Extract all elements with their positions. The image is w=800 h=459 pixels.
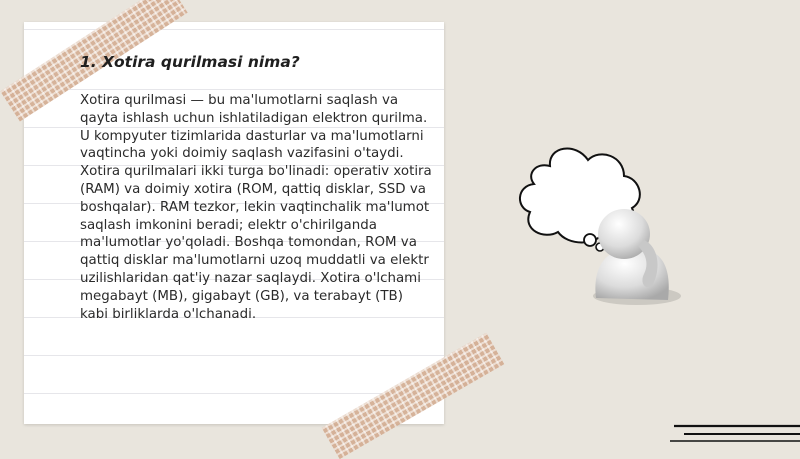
- slide-body-text: Xotira qurilmasi — bu ma'lumotlarni saqlash va qayta ishlash uchun ishlatiladigan elektron qurilma. U kompyuter tizimlarida dasturlar va ma'lumotlarni vaqtincha yoki doimiy saqlash vazifasini o'taydi. Xotira qurilmalari ikki turga bo'linadi: operativ xotira (RAM) va doimiy xotira (ROM, qattiq disklar, SSD va boshqalar). RAM tezkor, lekin vaqtinchalik ma'lumot saqlash imkonini beradi; elektr o'chirilganda ma'lumotlar yo'qoladi. Boshqa tomondan, ROM va qattiq disklar ma'lumotlarni uzoq muddatli va elektr uzilishlaridan qat'iy nazar saqlaydi. Xotira o'lchami megabayt (MB), gigabayt (GB), va terabayt (TB) kabi birliklarda o'lchanadi.: [80, 93, 432, 322]
- person-figure: [593, 209, 681, 305]
- decorative-lines: [670, 422, 800, 446]
- thinking-person-icon: [512, 136, 682, 311]
- slide-title: 1. Xotira qurilmasi nima?: [80, 53, 300, 71]
